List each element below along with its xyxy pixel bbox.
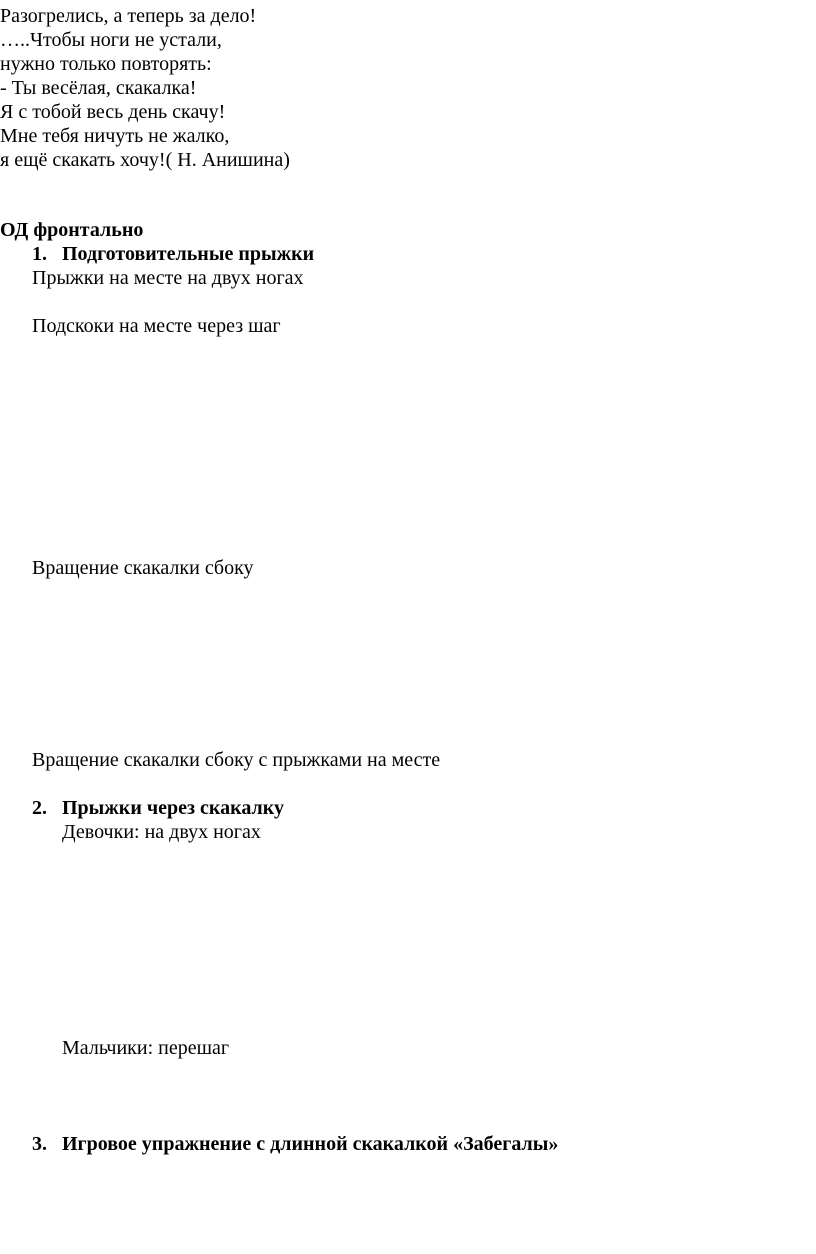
list-item-title: Прыжки через скакалку [62,797,284,819]
poem-line: Я с тобой весь день скачу! [0,101,226,123]
list-item-heading [32,242,314,266]
exercise-line: Мальчики: перешаг [62,1037,230,1059]
poem-line: Мне тебя ничуть не жалко, [0,125,230,147]
list-item-title: Игровое упражнение с длинной скакалкой «Забегалы» [62,1133,559,1155]
poem-line: …..Чтобы ноги не устали, [0,29,222,51]
exercise-line: Прыжки на месте на двух ногах [32,267,304,289]
list-item-heading [32,1132,558,1156]
exercise-line: Вращение скакалки сбоку с прыжками на месте [32,749,441,771]
poem-line: нужно только повторять: [0,53,212,75]
exercise-line: Девочки: на двух ногах [62,821,261,843]
poem-line: - Ты весёлая, скакалка! [0,77,197,99]
section-heading: ОД фронтально [0,219,144,241]
poem-line: я ещё скакать хочу!( Н. Анишина) [0,149,290,171]
list-item-number: 1. [32,243,47,265]
exercise-line: Вращение скакалки сбоку [32,557,254,579]
list-item-number: 3. [32,1133,47,1155]
list-item-title: Подготовительные прыжки [62,243,315,265]
list-item-heading [32,796,284,820]
exercise-line: Подскоки на месте через шаг [32,315,281,337]
list-item-number: 2. [32,797,47,819]
poem-line: Разогрелись, а теперь за дело! [0,5,257,27]
